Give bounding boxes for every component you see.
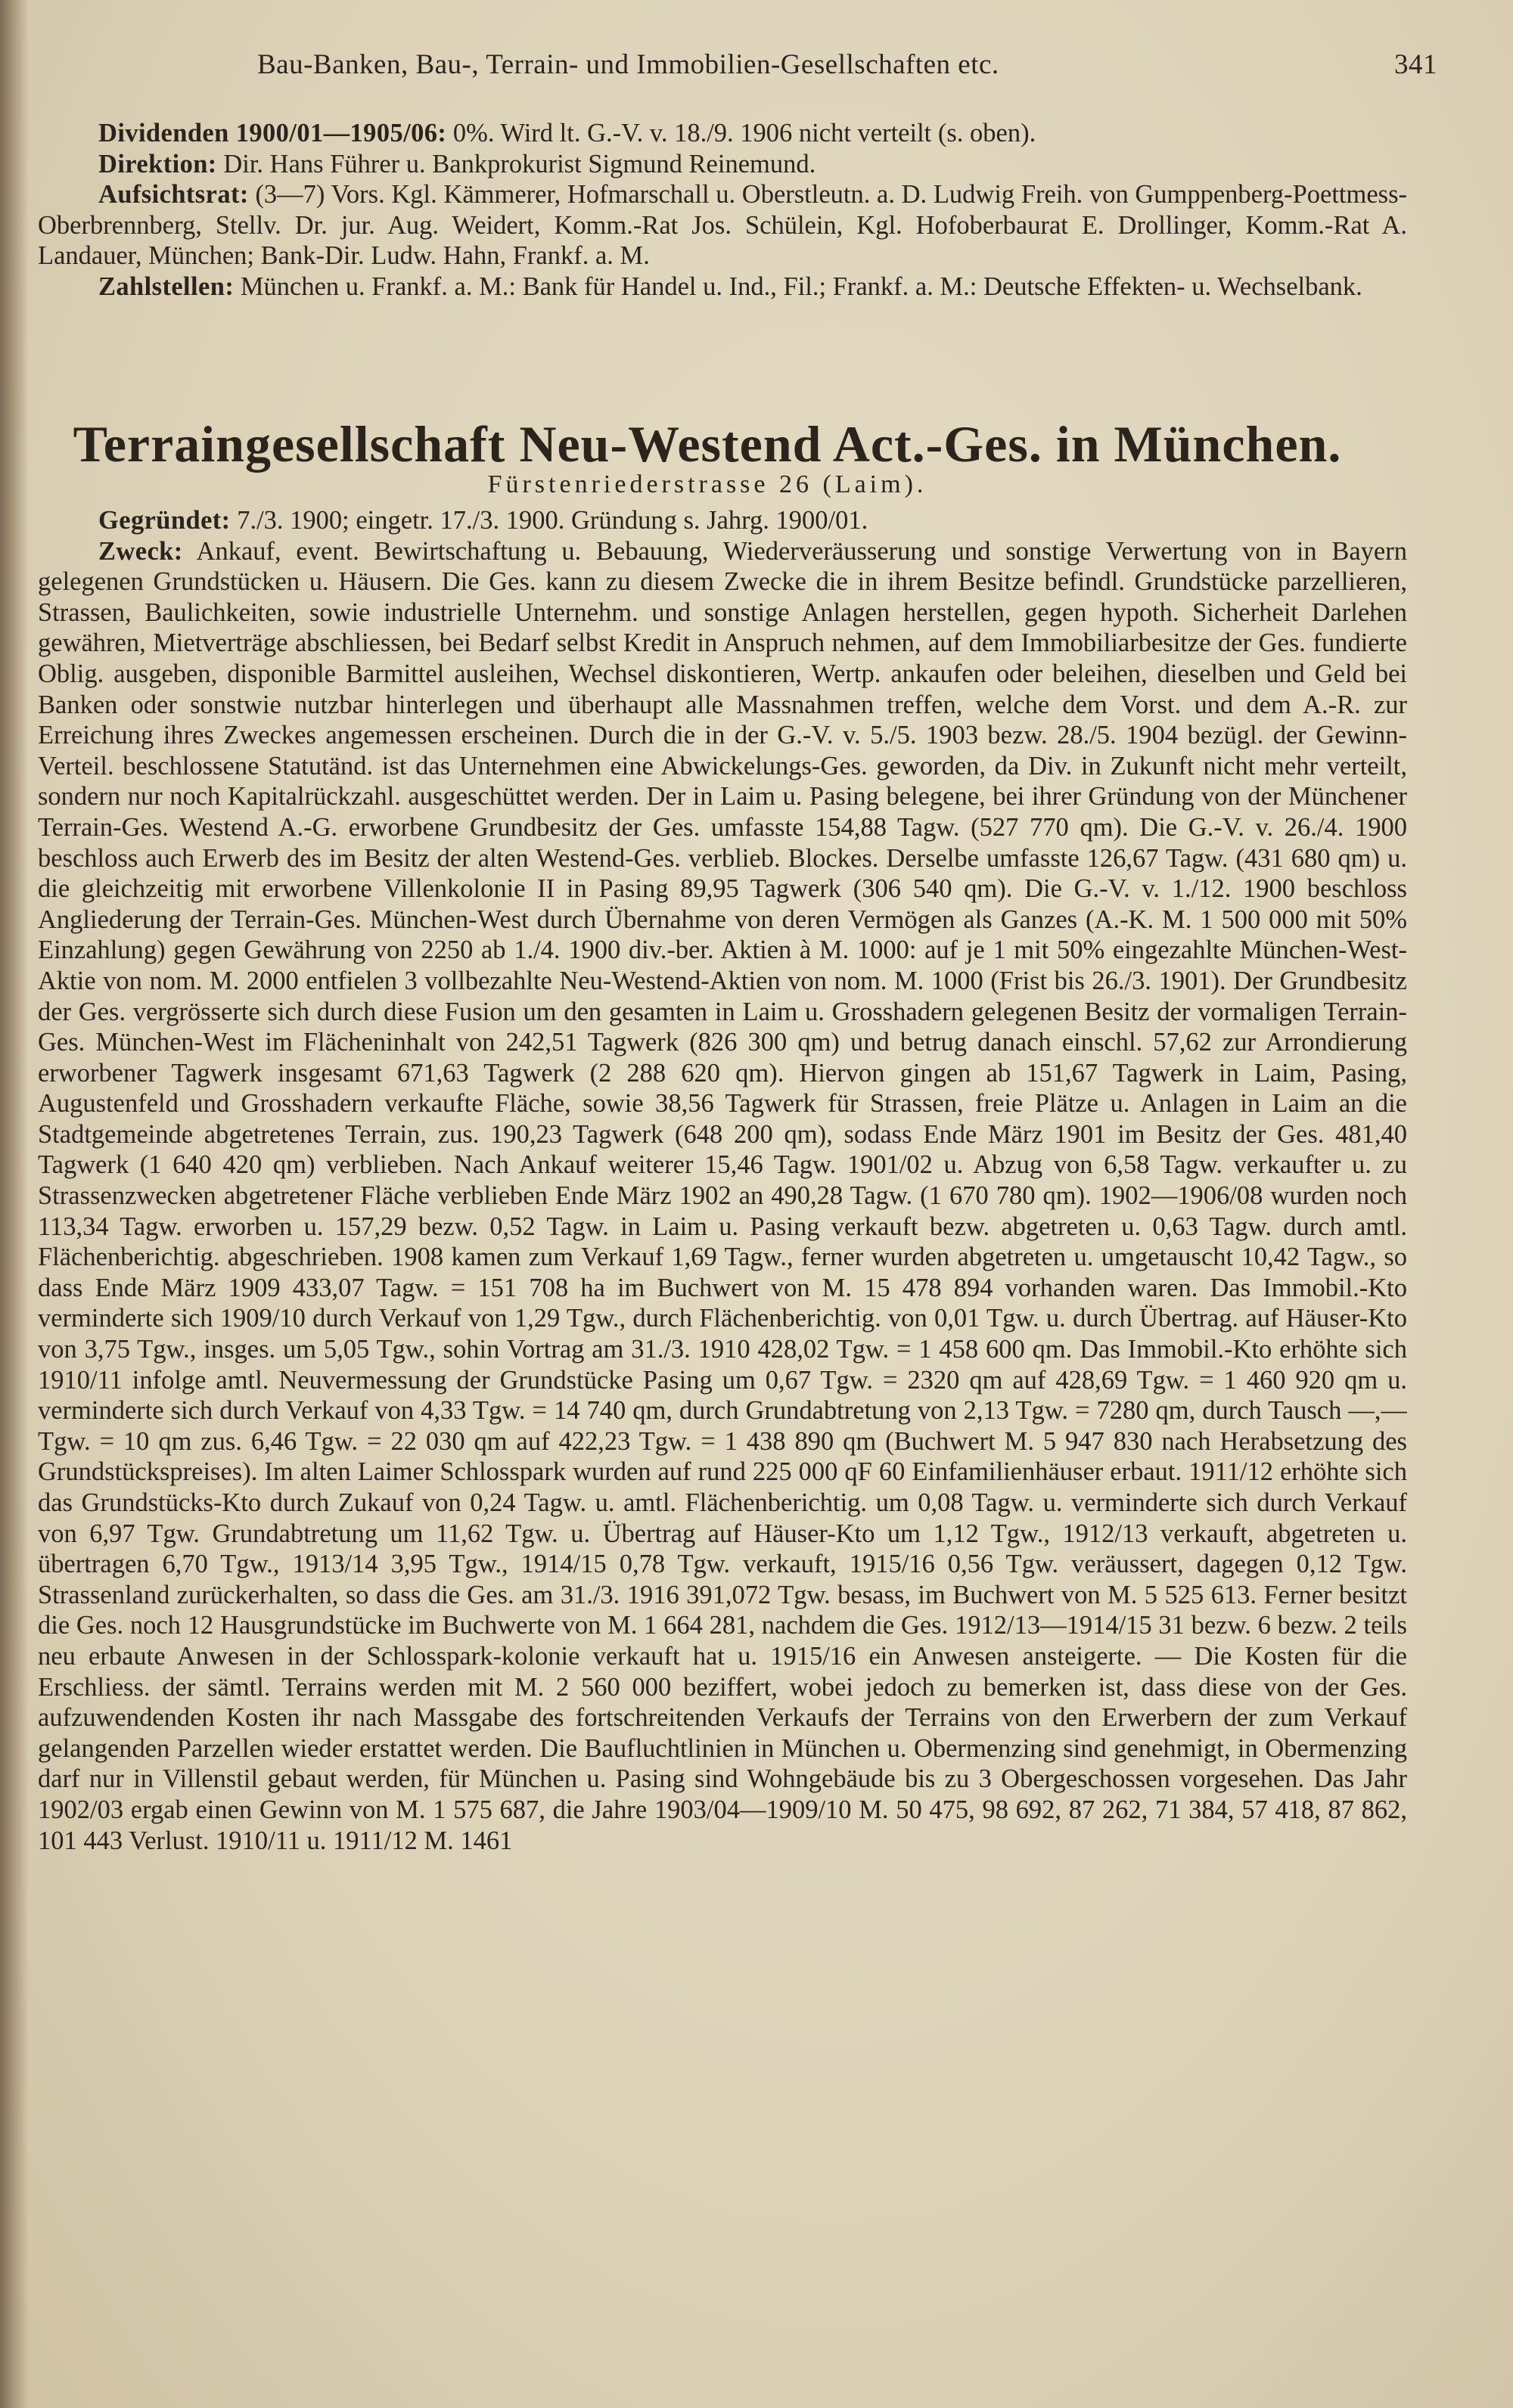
running-title: Bau-Banken, Bau-, Terrain- und Immobilien-Gesellschaften etc.	[257, 49, 999, 80]
entry-address: Fürstenriederstrasse 26 (Laim).	[487, 470, 927, 498]
zahlstellen-paragraph	[38, 272, 1407, 303]
gegruendet-paragraph	[38, 505, 1407, 536]
aufsichtsrat-text: (3—7) Vors. Kgl. Kämmerer, Hofmarschall u. Oberstleutn. a. D. Ludwig Freih. von Gumppenberg-Poettmess-Oberbrennberg, Stellv. Dr. jur. Aug. Weidert, Komm.-Rat Jos. Schülein, Kgl. Hofoberbaurat E. Drollinger, Komm.-Rat A. Landauer, München; Bank-Dir. Ludw. Hahn, Frankf. a. M.	[38, 180, 1408, 271]
previous-entry-tail	[38, 118, 1407, 303]
zahlstellen-text: München u. Frankf. a. M.: Bank für Handel u. Ind., Fil.; Frankf. a. M.: Deutsche Effekten- u. Wechselbank.	[240, 272, 1362, 301]
binding-gutter-shadow	[0, 0, 29, 2408]
gegruendet-label: Gegründet:	[98, 506, 231, 535]
dividenden-text: 0%. Wird lt. G.-V. v. 18./9. 1906 nicht verteilt (s. oben).	[452, 119, 1036, 147]
dividenden-paragraph	[38, 118, 1407, 149]
page-number: 341	[1394, 49, 1437, 80]
aufsichtsrat-label: Aufsichtsrat:	[98, 180, 249, 209]
gegruendet-text: 7./3. 1900; eingetr. 17./3. 1900. Gründung s. Jahrg. 1900/01.	[237, 506, 868, 535]
zahlstellen-label: Zahlstellen:	[98, 272, 235, 301]
zweck-label: Zweck:	[98, 536, 183, 566]
running-head	[257, 48, 1437, 94]
direktion-label: Direktion:	[98, 149, 217, 178]
aufsichtsrat-paragraph	[38, 179, 1407, 272]
direktion-paragraph	[38, 149, 1407, 180]
entry-title: Terraingesellschaft Neu-Westend Act.-Ges. in München.	[73, 415, 1342, 473]
dividenden-label: Dividenden 1900/01—1905/06:	[98, 119, 447, 147]
zweck-paragraph	[38, 536, 1407, 1857]
zweck-text: Ankauf, event. Bewirtschaftung u. Bebauung, Wiederveräusserung und sonstige Verwertung von in Bayern gelegenen Grundstücken u. Häusern. Die Ges. kann zu diesem Zwecke die in ihrem Besitze befindl. Grundstücke parzellieren, Strassen, Baulichkeiten, sowie industrielle Unternehm. und sonstige Anlagen herstellen, gegen hypoth. Sicherheit Darlehen gewähren, Mietverträge abschliessen, bei Bedarf selbst Kredit in Anspruch nehmen, auf dem Immobiliarbesitze der Ges. fundierte Oblig. ausgeben, disponible Barmittel ausleihen, Wechsel diskontieren, Wertp. ankaufen oder beleihen, dieselben und Geld bei Banken oder sonstwie nutzbar hinterlegen und überhaupt alle Massnahmen treffen, welche dem Vorst. und dem A.-R. zur Erreichung ihres Zweckes angemessen erscheinen. Durch die in der G.-V. v. 5./5. 1903 bezw. 28./5. 1904 bezügl. der Gewinn-Verteil. beschlossene Statutänd. ist das Unternehmen eine Abwickelungs-Ges. geworden, da Div. in Zukunft nicht mehr verteilt, sondern nur noch Kapitalrückzahl. ausgeschüttet werden. Der in Laim u. Pasing belegene, bei ihrer Gründung von der Münchener Terrain-Ges. Westend A.-G. erworbene Grundbesitz der Ges. umfasste 154,88 Tagw. (527 770 qm). Die G.-V. v. 26./4. 1900 beschloss auch Erwerb des im Besitz der alten Westend-Ges. verblieb. Blockes. Derselbe umfasste 126,67 Tagw. (431 680 qm) u. die gleichzeitig mit erworbene Villenkolonie II in Pasing 89,95 Tagwerk (306 540 qm). Die G.-V. v. 1./12. 1900 beschloss Angliederung der Terrain-Ges. München-West durch Übernahme von deren Vermögen als Ganzes (A.-K. M. 1 500 000 mit 50% Einzahlung) gegen Gewährung von 2250 ab 1./4. 1900 div.-ber. Aktien à M. 1000: auf je 1 mit 50% eingezahlte München-West-Aktie von nom. M. 2000 entfielen 3 vollbezahlte Neu-Westend-Aktien von nom. M. 1000 (Frist bis 26./3. 1901). Der Grundbesitz der Ges. vergrösserte sich durch diese Fusion um den gesamten in Laim u. Grosshadern gelegenen Besitz der vormaligen Terrain-Ges. München-West im Flächeninhalt von 242,51 Tagwerk (826 300 qm) und betrug danach einschl. 57,62 zur Arrondierung erworbener Tagwerk insgesamt 671,63 Tagwerk (2 288 620 qm). Hiervon gingen ab 151,67 Tagwerk in Laim, Pasing, Augustenfeld und Grosshadern verkaufte Fläche, sowie 38,56 Tagwerk für Strassen, freie Plätze u. Anlagen in Laim an die Stadtgemeinde abgetretenes Terrain, zus. 190,23 Tagwerk (648 200 qm), sodass Ende März 1901 im Besitz der Ges. 481,40 Tagwerk (1 640 420 qm) verblieben. Nach Ankauf weiterer 15,46 Tagw. 1901/02 u. Abzug von 6,58 Tagw. verkaufter u. zu Strassenzwecken abgetretener Fläche verblieben Ende März 1902 an 490,28 Tagw. (1 670 780 qm). 1902—1906/08 wurden noch 113,34 Tagw. erworben u. 157,29 bezw. 0,52 Tagw. in Laim u. Pasing verkauft bezw. abgetreten u. 0,63 Tagw. durch amtl. Flächenberichtig. abgeschrieben. 1908 kamen zum Verkauf 1,69 Tagw., ferner wurden abgetreten u. umgetauscht 10,42 Tagw., so dass Ende März 1909 433,07 Tagw. = 151 708 ha im Buchwert von M. 15 478 894 vorhanden waren. Das Immobil.-Kto verminderte sich 1909/10 durch Verkauf von 1,29 Tgw., durch Flächenberichtig. von 0,01 Tgw. u. durch Übertrag. auf Häuser-Kto von 3,75 Tgw., insges. um 5,05 Tgw., sohin Vortrag am 31./3. 1910 428,02 Tgw. = 1 458 600 qm. Das Immobil.-Kto erhöhte sich 1910/11 infolge amtl. Neuvermessung der Grundstücke Pasing um 0,67 Tgw. = 2320 qm auf 428,69 Tgw. = 1 460 920 qm u. verminderte sich durch Verkauf von 4,33 Tgw. = 14 740 qm, durch Grundabtretung von 2,13 Tgw. = 7280 qm, durch Tausch —,— Tgw. = 10 qm zus. 6,46 Tgw. = 22 030 qm auf 422,23 Tgw. = 1 438 890 qm (Buchwert M. 5 947 830 nach Herabsetzung des Grundstückspreises). Im alten Laimer Schlosspark wurden auf rund 225 000 qF 60 Einfamilienhäuser erbaut. 1911/12 erhöhte sich das Grundstücks-Kto durch Zukauf von 0,24 Tagw. u. amtl. Flächenberichtig. um 0,08 Tagw. u. verminderte sich durch Verkauf von 6,97 Tgw. Grundabtretung um 11,62 Tgw. u. Übertrag auf Häuser-Kto um 1,12 Tgw., 1912/13 verkauft, abgetreten u. übertragen 6,70 Tgw., 1913/14 3,95 Tgw., 1914/15 0,78 Tgw. verkauft, 1915/16 0,56 Tgw. veräussert, dagegen 0,12 Tgw. Strassenland zurückerhalten, so dass die Ges. am 31./3. 1916 391,072 Tgw. besass, im Buchwert von M. 5 525 613. Ferner besitzt die Ges. noch 12 Hausgrundstücke im Buchwerte von M. 1 664 281, nachdem die Ges. 1912/13—1914/15 31 bezw. 6 bezw. 2 teils neu erbaute Anwesen in der Schlosspark-kolonie verkauft hat u. 1915/16 ein Anwesen ansteigerte. — Die Kosten für die Erschliess. der sämtl. Terrains werden mit M. 2 560 000 beziffert, wobei jedoch zu bemerken ist, dass diese von der Ges. aufzuwendenden Kosten ihr nach Massgabe des fortschreitenden Verkaufs der Terrains von den Erwerbern der zum Verkauf gelangenden Parzellen wieder erstattet werden. Die Baufluchtlinien in München u. Obermenzing sind genehmigt, in Obermenzing darf nur in Villenstil gebaut werden, für München u. Pasing sind Wohngebäude bis zu 3 Obergeschossen vorgesehen. Das Jahr 1902/03 ergab einen Gewinn von M. 1 575 687, die Jahre 1903/04—1909/10 M. 50 475, 98 692, 87 262, 71 384, 57 418, 87 862, 101 443 Verlust. 1910/11 u. 1911/12 M. 1461	[38, 536, 1407, 1855]
entry-body	[38, 505, 1407, 2252]
direktion-text: Dir. Hans Führer u. Bankprokurist Sigmund Reinemund.	[223, 149, 816, 178]
